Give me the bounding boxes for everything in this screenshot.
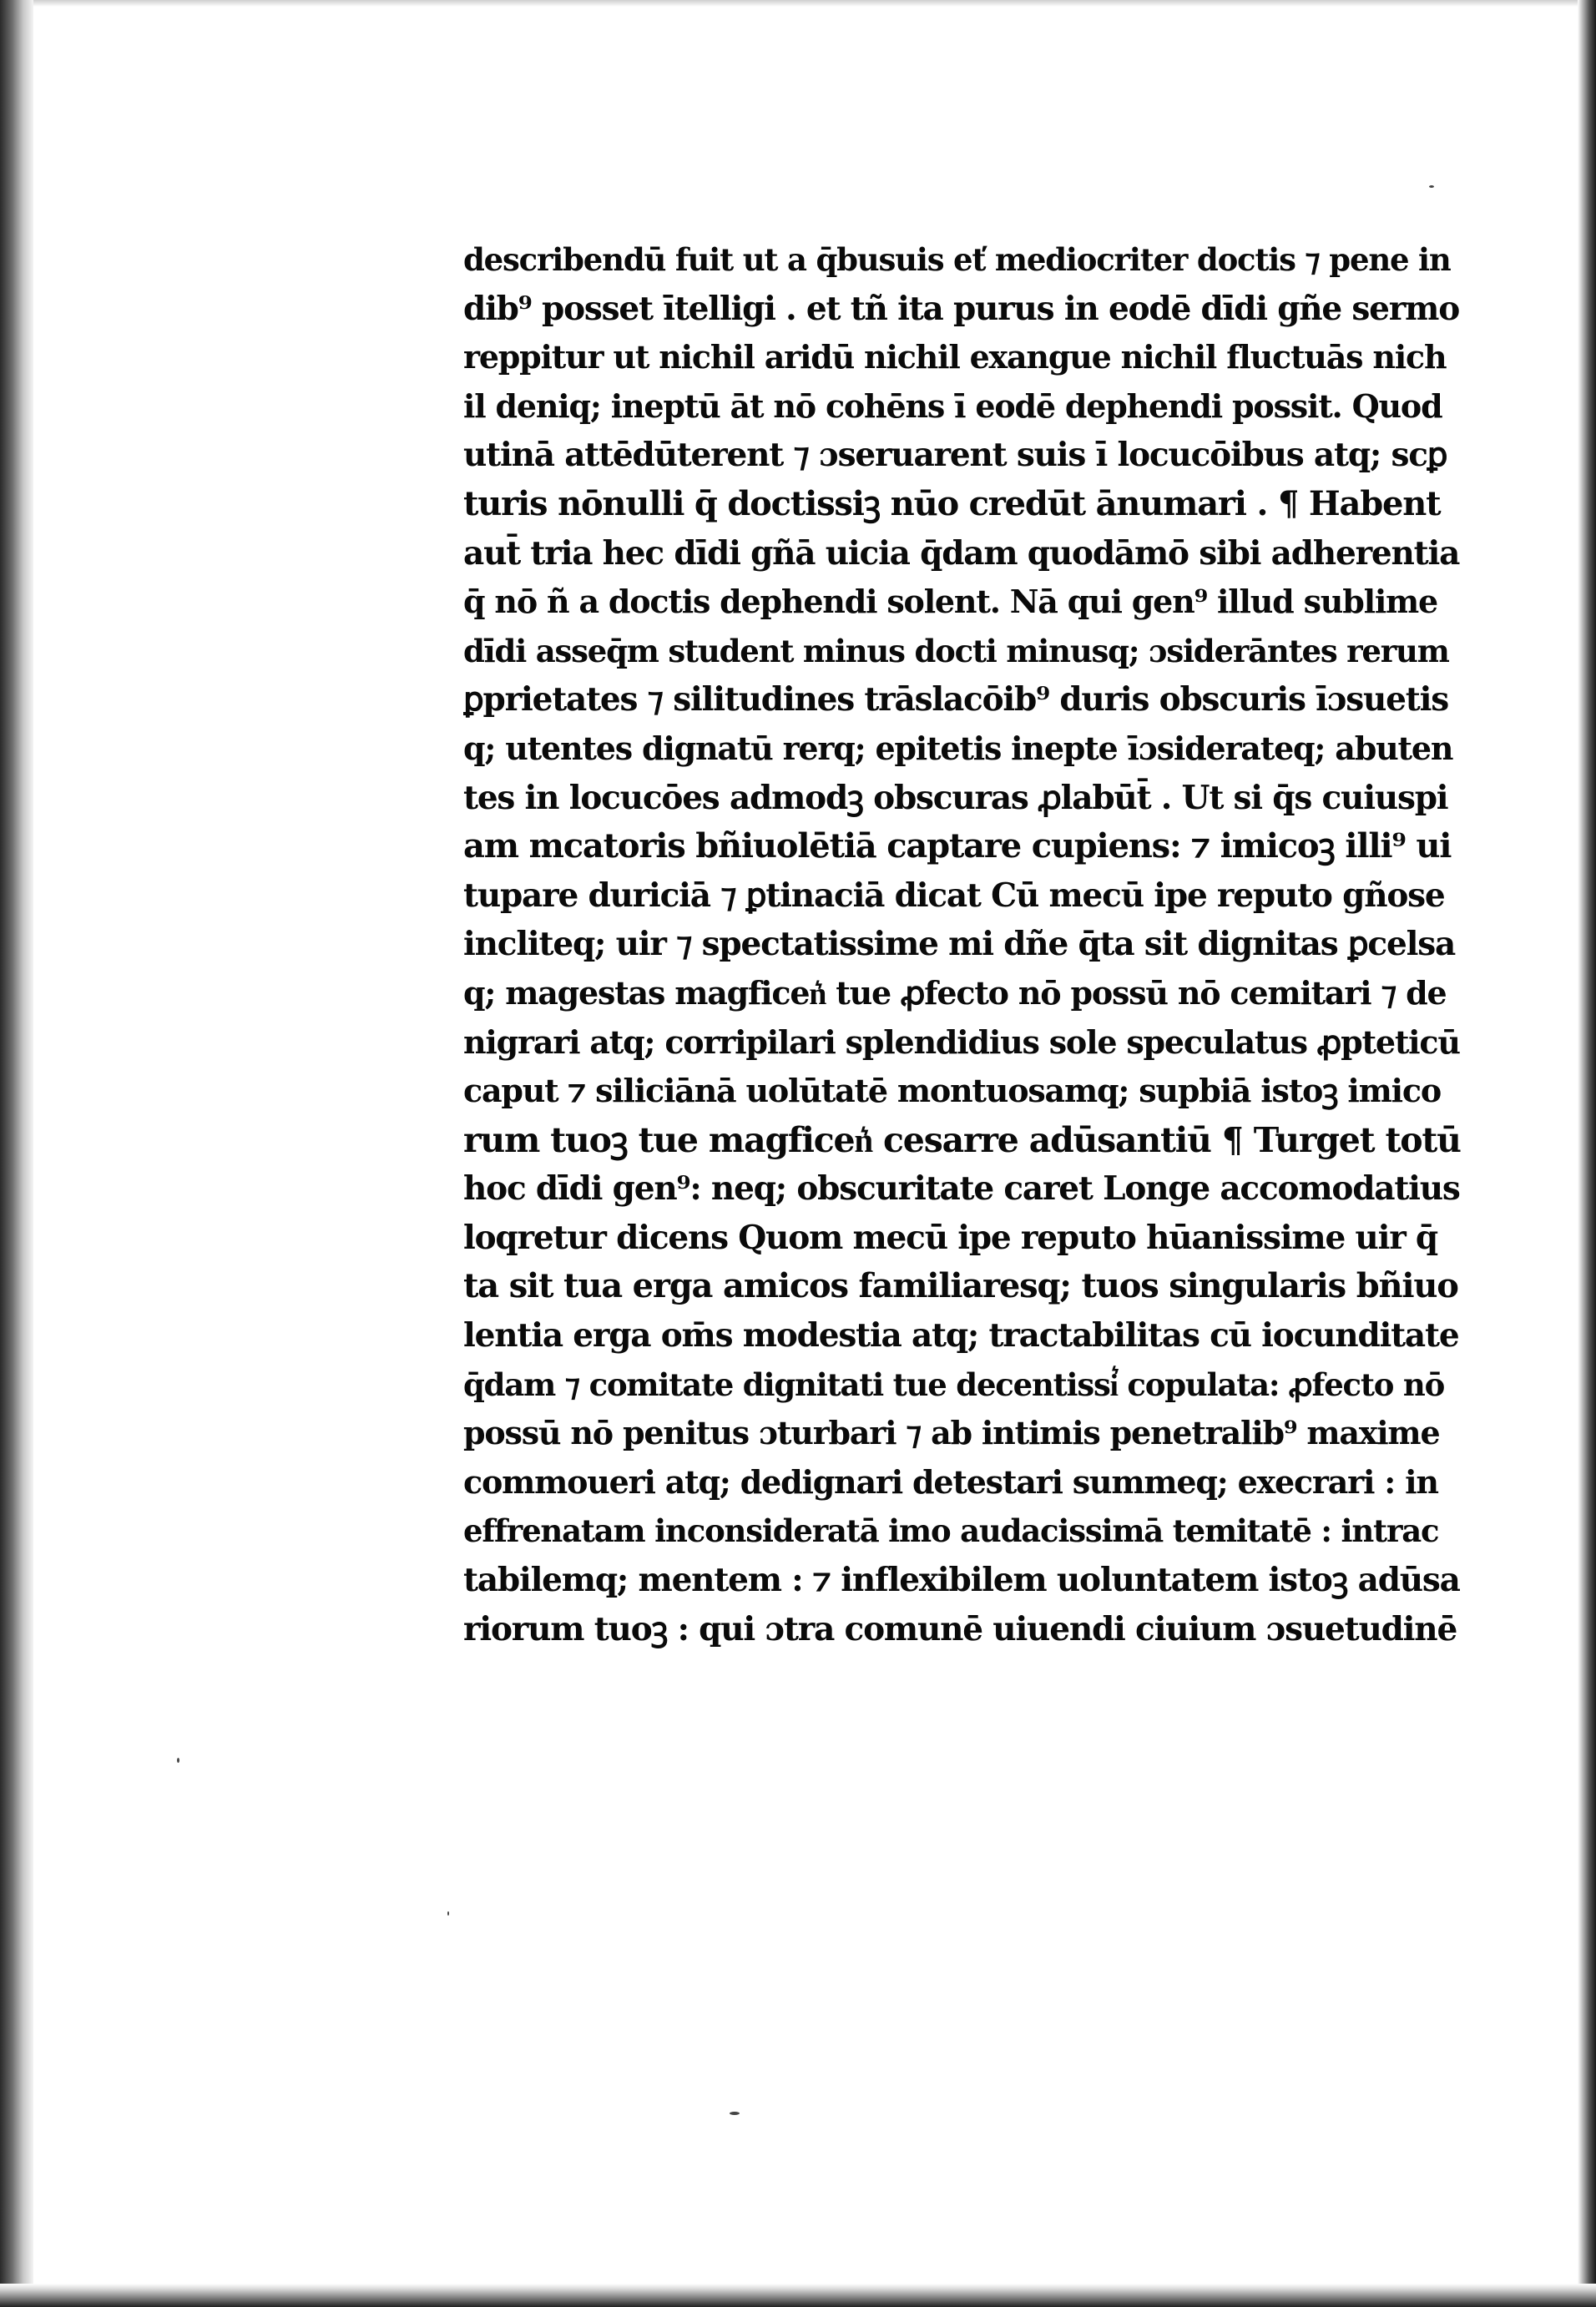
text-block	[463, 235, 1461, 1653]
text-line: rum tuoꝫ tue magficen͛ cesarre adūsantiū ¶ Turget totū	[463, 1119, 1461, 1160]
text-line: effrenatam inconsideratā imo audacissimā temitatē : intrac	[463, 1512, 1439, 1550]
page-edge-bottom	[0, 2284, 1596, 2307]
text-line: caput ⁊ siliciānā uolūtatē montuosamq; supbiā istoꝫ imico	[463, 1072, 1441, 1110]
page-edge-right	[1578, 0, 1596, 2307]
text-line: tes in locucōes admodꝫ obscuras ꝓlabūt̄ . Ut si q̄s cuiuspi	[463, 778, 1448, 817]
text-line: q̄dam ⁊ comitate dignitati tue decentissi͛ copulata: ꝓfecto nō	[463, 1366, 1445, 1403]
text-line: q; magestas magficen͛ tue ꝓfecto nō possū nō cemitari ⁊ de	[463, 973, 1447, 1012]
text-line: hoc dīdi gen⁹: neq; obscuritate caret Longe accomodatius	[463, 1169, 1460, 1209]
text-line: dib⁹ posset ītelligi . et tñ ita purus in eodē dīdi gñe sermo	[463, 289, 1460, 328]
text-line: loqretur dicens Quom mecū ipe reputo hūanissime uir q̄	[463, 1218, 1437, 1257]
text-line: aut̄ tria hec dīdi gñā uicia q̄dam quodāmō sibi adherentia	[463, 533, 1460, 573]
text-line: q̄ nō ñ a doctis dephendi solent. Nā qui gen⁹ illud sublime	[463, 583, 1438, 621]
text-line: am mcatoris bñiuolētiā captare cupiens: ⁊ imicoꝫ illi⁹ ui	[463, 826, 1452, 866]
text-line: tabilemq; mentem : ⁊ inflexibilem uoluntatem istoꝫ adūsa	[463, 1561, 1460, 1600]
text-line: riorum tuoꝫ : qui ɔtra comunē uiuendi ciuium ɔsuetudinē	[463, 1609, 1457, 1648]
page-edge-left	[0, 0, 33, 2307]
text-line: q; utentes dignatū rerq; epitetis inepte īɔsiderateq; abuten	[463, 729, 1453, 767]
page-edge-top	[0, 0, 1596, 7]
ink-speck	[447, 1911, 449, 1916]
text-line: commoueri atq; dedignari detestari summeq; execrari : in	[463, 1462, 1438, 1501]
text-line: reppitur ut nichil aridū nichil exangue nichil fluctuās nich	[463, 338, 1447, 376]
text-line: ꝑprietates ⁊ silitudines trāslacōib⁹ duris obscuris īɔsuetis	[463, 680, 1448, 719]
text-line: il deniq; ineptū āt nō cohēns ī eodē dephendi possit. Quod	[463, 386, 1442, 425]
text-line: describendū fuit ut a q̄busuis eť mediocriter doctis ⁊ pene in	[463, 241, 1451, 278]
text-line: ta sit tua erga amicos familiaresq; tuos singularis bñiuo	[463, 1266, 1458, 1306]
text-line: nigrari atq; corripilari splendidius sole speculatus ꝓpteticū	[463, 1022, 1460, 1061]
text-line: possū nō penitus ɔturbari ⁊ ab intimis penetralib⁹ maxime	[463, 1414, 1440, 1452]
text-line: incliteq; uir ⁊ spectatissime mi dñe q̄ta sit dignitas ꝑcelsa	[463, 925, 1456, 964]
text-line: lentia erga om̄s modestia atq; tractabilitas cū iocunditate	[463, 1316, 1459, 1355]
text-line: utinā attēdūterent ⁊ ɔseruarent suis ī locucōibus atq; scꝑ	[463, 436, 1447, 475]
text-line: tupare duriciā ⁊ ꝑtinaciā dicat Cū mecū ipe reputo gñose	[463, 876, 1445, 915]
ink-speck	[730, 2112, 740, 2115]
text-line: dīdi asseq̄m student minus docti minusq; ɔsiderāntes rerum	[463, 632, 1449, 669]
ink-speck	[177, 1758, 179, 1763]
text-line: turis nōnulli q̄ doctissiꝫ nūo credūt ānumari . ¶ Habent	[463, 483, 1441, 523]
ink-speck	[1429, 185, 1434, 188]
